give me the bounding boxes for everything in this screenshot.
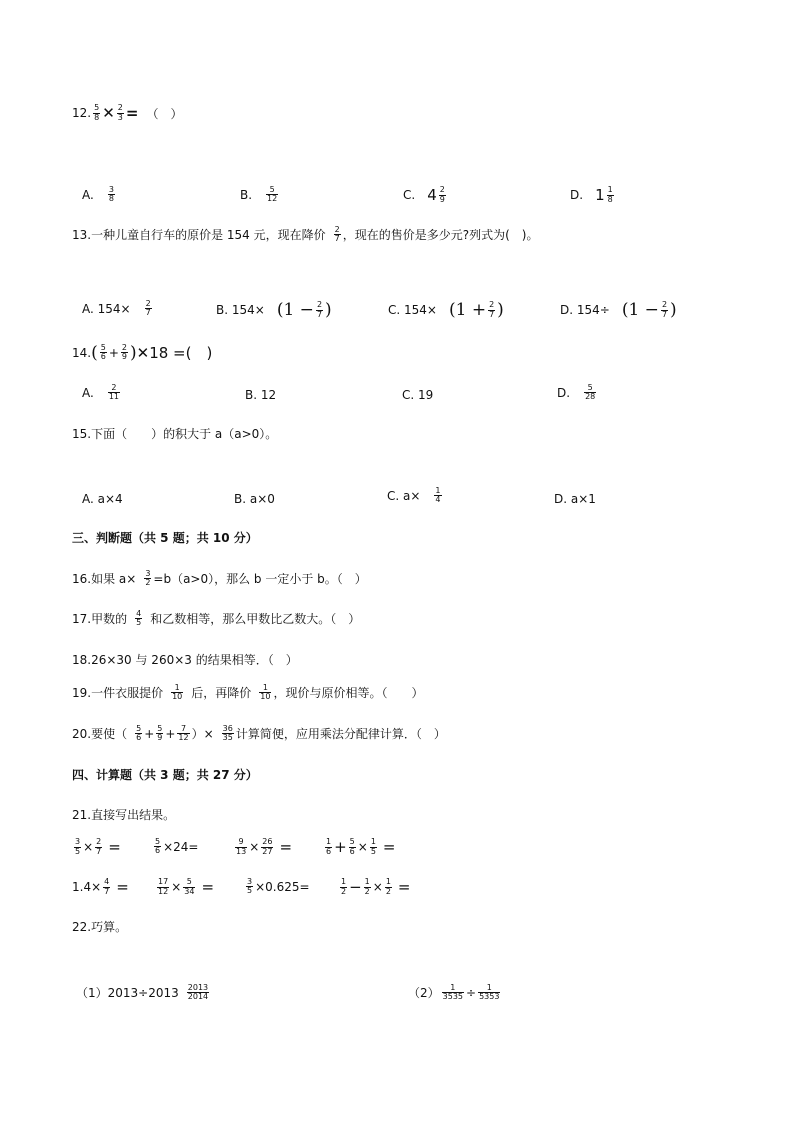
q22-part2: （2） $\frac{1}{3535}$ ÷ $\frac{1}{5353}$ bbox=[408, 983, 500, 1002]
q14-option-c[interactable]: C. 19 bbox=[402, 388, 434, 402]
q22-title: 22.巧算。 bbox=[72, 920, 128, 934]
q18: 18.26×30 与 260×3 的结果相等．（ ） bbox=[72, 653, 298, 667]
q14-option-b[interactable]: B. 12 bbox=[245, 388, 277, 402]
q12-option-a[interactable]: A. 3 8 bbox=[82, 185, 114, 204]
q13-option-b[interactable]: B. 154× (1 − $\frac{2}{7}$ ) bbox=[216, 300, 332, 320]
q19: 19.一件衣服提价 1 10 后，再降价 1 10 ，现价与原价相等。（ ） bbox=[72, 683, 424, 702]
q17: 17.甲数的 4 5 和乙数相等，那么甲数比乙数大。（ ） bbox=[72, 609, 361, 628]
section-3-heading: 三、判断题（共 5 题；共 10 分） bbox=[72, 531, 258, 545]
q13-option-a[interactable]: A. 154× 2 7 bbox=[82, 299, 151, 318]
q12-option-d[interactable]: D. 1 1 8 bbox=[570, 185, 613, 204]
q21-r2-item3: $\frac{3}{5}$ ×0.625= bbox=[247, 877, 310, 896]
q16: 16.如果 a× $\frac{3}{2}$ =b（a>0），那么 b 一定小于 b。（ ） bbox=[72, 569, 367, 588]
q13-option-c[interactable]: C. 154× (1 + $\frac{2}{7}$ ) bbox=[388, 300, 504, 320]
q12-option-b[interactable]: B. 5 12 bbox=[240, 185, 278, 204]
q22-part1: （1）2013÷2013 2013 2014 bbox=[76, 983, 209, 1002]
q21-r1-item3: $\frac{9}{13}$ × $\frac{26}{27}$ = bbox=[236, 837, 293, 856]
q21-r1-item1: $\frac{3}{5}$ × $\frac{2}{7}$ = bbox=[75, 837, 121, 856]
q15-stem: 15.下面（ ）的积大于 a（a>0）。 bbox=[72, 427, 278, 441]
q20: 20.要使（ 5 6 + $\frac{5}{9}$ + $\frac{7}{12}$ ）× 36 35 计算简便，应用乘法分配律计算．（ ） bbox=[72, 724, 446, 743]
q15-option-a[interactable]: A. a×4 bbox=[82, 492, 123, 506]
q15-option-b[interactable]: B. a×0 bbox=[234, 492, 275, 506]
section-4-heading: 四、计算题（共 3 题；共 27 分） bbox=[72, 768, 258, 782]
q12-number: 12. bbox=[72, 106, 92, 120]
times-sign: ✕ bbox=[102, 104, 115, 122]
q21-title: 21.直接写出结果。 bbox=[72, 808, 176, 822]
q14-option-d[interactable]: D. 5 28 bbox=[557, 383, 596, 402]
q21-r2-item4: 1 2 − $\frac{1}{2}$ × $\frac{1}{2}$ = bbox=[341, 877, 411, 896]
q12-frac2: $\frac{2}{3}$ bbox=[117, 103, 123, 122]
q13-option-d[interactable]: D. 154÷ (1 − $\frac{2}{7}$ ) bbox=[560, 300, 677, 320]
q12-frac1: 5 8 bbox=[94, 103, 100, 122]
q21-r2-item2: $\frac{17}{12}$ × $\frac{5}{34}$ = bbox=[158, 877, 215, 896]
q14-stem: 14. ( 5 6 + $\frac{2}{9}$ ) ✕18 =( ) bbox=[72, 342, 213, 363]
answer-blank: （ ） bbox=[146, 106, 183, 121]
q15-option-d[interactable]: D. a×1 bbox=[554, 492, 596, 506]
q12-stem: 12. 5 8 ✕ $\frac{2}{3}$ = （ ） bbox=[72, 103, 183, 122]
q12-option-c[interactable]: C. 4 2 9 bbox=[403, 185, 445, 204]
q21-r1-item4: 1 6 + $\frac{5}{6}$ × $\frac{1}{5}$ = bbox=[326, 837, 396, 856]
q21-r2-item1: 1.4× $\frac{4}{7}$ = bbox=[72, 877, 129, 896]
q15-option-c[interactable]: C. a× 1 4 bbox=[387, 486, 441, 505]
q13-stem: 13.一种儿童自行车的原价是 154 元，现在降价 2 7 ，现在的售价是多少元?列式为( )。 bbox=[72, 225, 539, 244]
q21-r1-item2: $\frac{5}{6}$ ×24= bbox=[155, 837, 199, 856]
q14-option-a[interactable]: A. 2 11 bbox=[82, 383, 119, 402]
